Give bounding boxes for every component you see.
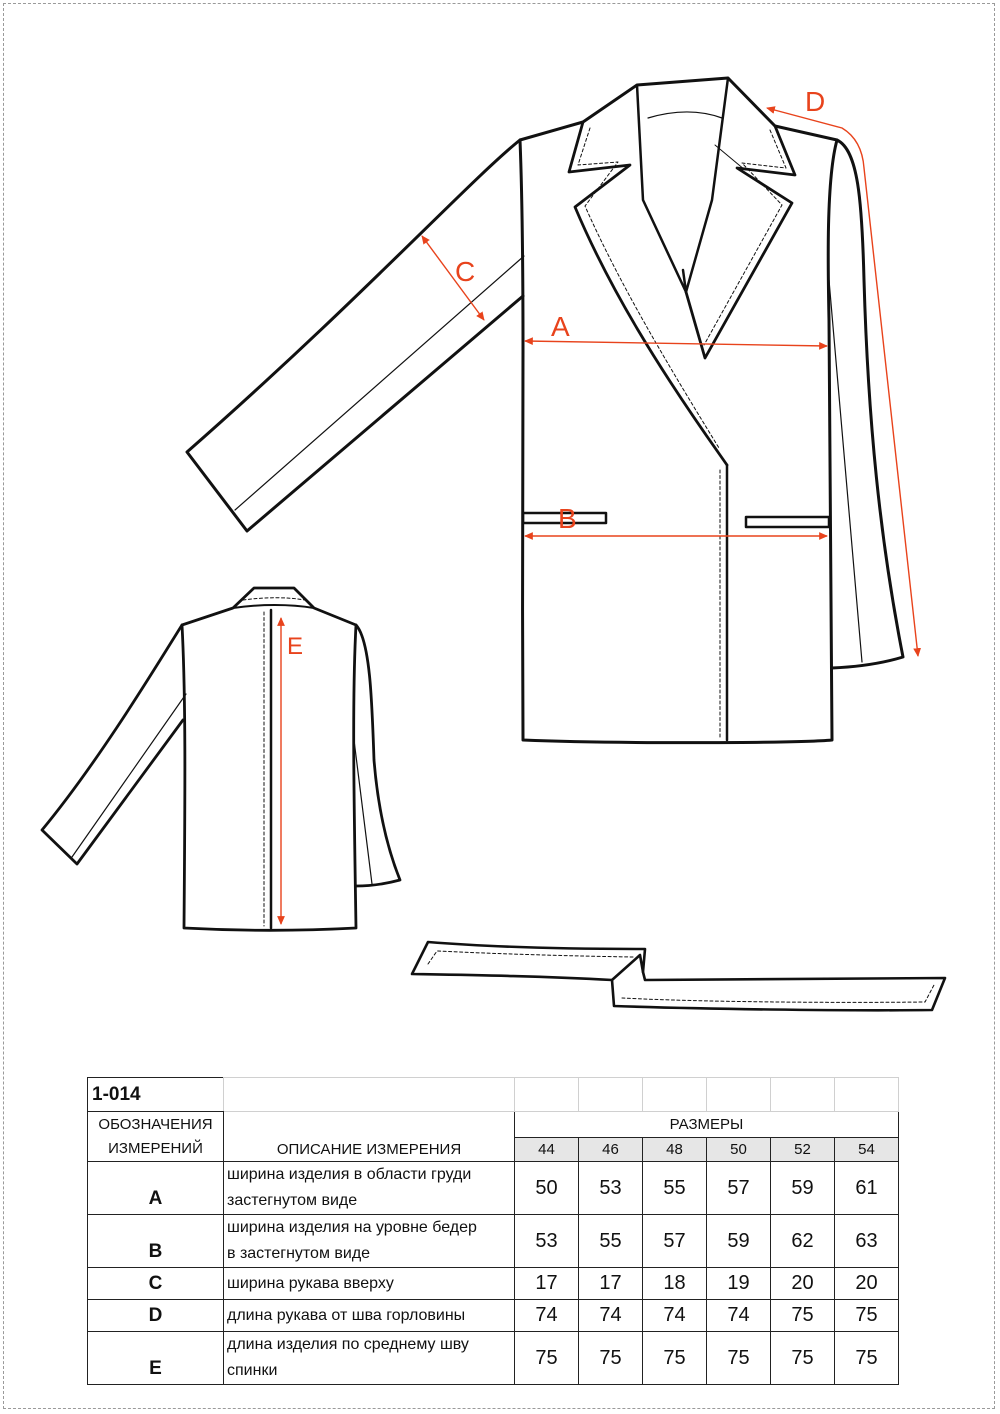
size-50: 50 (707, 1138, 771, 1162)
value-cell: 61 (835, 1162, 899, 1215)
table-row-a (88, 1162, 899, 1215)
table-row-c (88, 1268, 899, 1300)
left-sleeve-seam (235, 256, 524, 510)
collar-stand-right (686, 78, 728, 292)
label-b: B (558, 503, 577, 534)
row-description: длина изделия по среднему шву спинки (224, 1332, 515, 1385)
row-code: B (88, 1215, 224, 1268)
back-jacket-view (42, 588, 400, 930)
row-description: ширина изделия в области груди застегнутом виде (224, 1162, 515, 1215)
value-cell: 19 (707, 1268, 771, 1300)
value-cell: 75 (835, 1332, 899, 1385)
left-collar (569, 122, 727, 465)
back-right-sleeve (356, 625, 400, 886)
left-lapel-stitch (578, 128, 719, 448)
row-description: ширина рукава вверху (224, 1268, 515, 1300)
label-d: D (805, 86, 826, 117)
value-cell: 57 (643, 1215, 707, 1268)
measure-a-arrow (525, 341, 827, 346)
value-cell: 75 (515, 1332, 579, 1385)
table-row-e (88, 1332, 899, 1385)
size-48: 48 (643, 1138, 707, 1162)
value-cell: 59 (771, 1162, 835, 1215)
row-code: C (88, 1268, 224, 1300)
row-code: E (88, 1332, 224, 1385)
value-cell: 75 (835, 1300, 899, 1332)
size-46: 46 (579, 1138, 643, 1162)
value-cell: 18 (643, 1268, 707, 1300)
belt-stitch-right (622, 985, 934, 1002)
right-collar (686, 126, 795, 358)
right-pocket-welt (746, 517, 829, 527)
size-52: 52 (771, 1138, 835, 1162)
value-cell: 74 (707, 1300, 771, 1332)
value-cell: 74 (579, 1300, 643, 1332)
size-specification-table (87, 1077, 899, 1385)
size-44: 44 (515, 1138, 579, 1162)
collar-notch-line (715, 145, 745, 170)
label-a: A (551, 311, 570, 342)
collar-stand (637, 85, 686, 292)
table-title-row (88, 1078, 899, 1112)
row-description: длина рукава от шва горловины (224, 1300, 515, 1332)
measure-d-arrow (767, 108, 918, 656)
header-sizes-title: РАЗМЕРЫ (515, 1112, 899, 1138)
back-right-sleeve-seam (354, 740, 372, 884)
table-row-b (88, 1215, 899, 1268)
back-left-sleeve-seam (72, 694, 186, 857)
row-description: ширина изделия на уровне бедер в застегнутом виде (224, 1215, 515, 1268)
value-cell: 63 (835, 1215, 899, 1268)
header-code-line1: ОБОЗНАЧЕНИЯ (98, 1115, 213, 1133)
back-left-sleeve (42, 625, 183, 864)
back-collar (233, 605, 314, 608)
size-54: 54 (835, 1138, 899, 1162)
model-number: 1-014 (88, 1078, 224, 1112)
value-cell: 75 (771, 1300, 835, 1332)
value-cell: 57 (707, 1162, 771, 1215)
front-body-outline (520, 78, 837, 743)
value-cell: 75 (643, 1332, 707, 1385)
label-c: C (455, 256, 476, 287)
table-row-d (88, 1300, 899, 1332)
value-cell: 20 (771, 1268, 835, 1300)
left-sleeve-outline (187, 140, 523, 531)
value-cell: 17 (579, 1268, 643, 1300)
back-body-outline (182, 588, 356, 930)
right-sleeve-outline (832, 140, 903, 668)
value-cell: 74 (643, 1300, 707, 1332)
value-cell: 75 (579, 1332, 643, 1385)
belt-stitch-left (428, 951, 633, 964)
belt-view (412, 942, 945, 1010)
value-cell: 62 (771, 1215, 835, 1268)
header-description: ОПИСАНИЕ ИЗМЕРЕНИЯ (224, 1112, 515, 1162)
value-cell: 74 (515, 1300, 579, 1332)
header-code-line2: ИЗМЕРЕНИЙ (108, 1139, 203, 1157)
row-code: A (88, 1162, 224, 1215)
table-header-row (88, 1112, 899, 1138)
label-e: E (287, 633, 304, 660)
value-cell: 75 (771, 1332, 835, 1385)
row-code: D (88, 1300, 224, 1332)
value-cell: 17 (515, 1268, 579, 1300)
value-cell: 59 (707, 1215, 771, 1268)
value-cell: 55 (643, 1162, 707, 1215)
collar-inner-seam (648, 112, 722, 118)
value-cell: 53 (515, 1215, 579, 1268)
value-cell: 20 (835, 1268, 899, 1300)
value-cell: 50 (515, 1162, 579, 1215)
value-cell: 75 (707, 1332, 771, 1385)
back-collar-stitch (243, 598, 305, 600)
header-code-cell (88, 1112, 224, 1162)
value-cell: 53 (579, 1162, 643, 1215)
right-sleeve-seam (829, 280, 862, 662)
belt-outline-left (412, 942, 645, 980)
belt-outline-right (612, 972, 945, 1010)
value-cell: 55 (579, 1215, 643, 1268)
